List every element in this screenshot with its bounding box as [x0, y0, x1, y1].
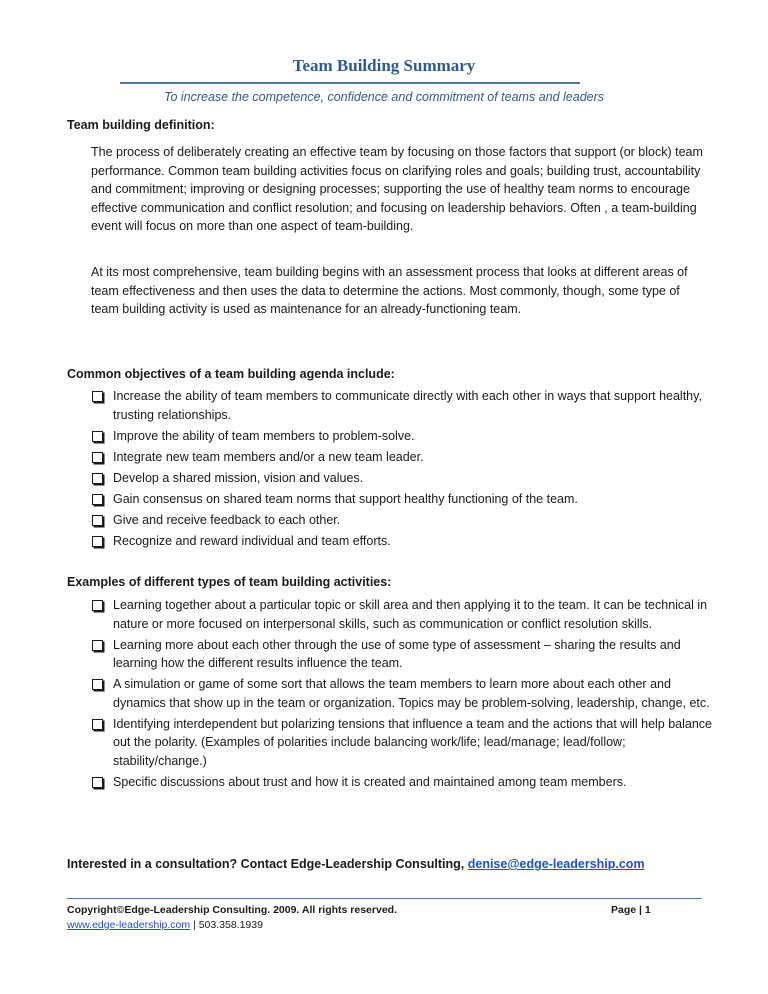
list-item	[91, 427, 721, 446]
checkbox-icon	[92, 719, 103, 730]
checkbox-icon	[92, 452, 103, 463]
definition-paragraph-2: At its most comprehensive, team building begins with an assessment process that looks at different areas of team effectiveness and then uses the data to determine the actions. Most commonly, though, some type of team building activity is used as maintenance for an already-functioning team.	[91, 265, 688, 316]
checkbox-icon	[92, 536, 103, 547]
objectives-heading: Common objectives of a team building agenda include:	[67, 367, 395, 381]
list-item	[91, 596, 721, 633]
list-item-text: Give and receive feedback to each other.	[113, 512, 341, 527]
definition-paragraph-1: The process of deliberately creating an effective team by focusing on those factors that support (or block) team performance. Common team building activities focus on clarifying roles and goals; building trust, accountability and commitment; improving or designing processes; supporting the use of healthy team norms to encourage effective communication and conflict resolution; and focusing on leadership behaviors. Often , a team-building event will focus on more than one aspect of team-building.	[91, 145, 703, 233]
list-item	[91, 490, 721, 509]
list-item-text: Develop a shared mission, vision and values.	[113, 470, 364, 485]
list-item	[91, 715, 721, 771]
list-item	[91, 636, 721, 673]
checkbox-icon	[92, 600, 103, 611]
footer-copyright: Copyright©Edge-Leadership Consulting. 2009. All rights reserved.	[67, 904, 397, 916]
footer-phone: | 503.358.1939	[190, 919, 263, 931]
page-title: Team Building Summary	[292, 56, 476, 75]
list-item	[91, 675, 721, 712]
checkbox-icon	[92, 391, 103, 402]
list-item-text: Learning together about a particular topic or skill area and then applying it to the team. It can be technical in nature or more focused on interpersonal skills, such as communication or conflict resolution skills.	[113, 598, 708, 631]
contact-email-link[interactable]: denise@edge-leadership.com	[467, 857, 645, 871]
list-item-text: Integrate new team members and/or a new team leader.	[113, 449, 424, 464]
contact-text: Interested in a consultation? Contact Edge-Leadership Consulting,	[67, 857, 468, 871]
list-item-text: Improve the ability of team members to problem-solve.	[113, 428, 415, 443]
checkbox-icon	[92, 640, 103, 651]
list-item-text: Gain consensus on shared team norms that support healthy functioning of the team.	[113, 491, 578, 506]
examples-heading: Examples of different types of team building activities:	[67, 575, 392, 589]
list-item-text: Specific discussions about trust and how it is created and maintained among team members.	[113, 774, 627, 789]
checkbox-icon	[92, 431, 103, 442]
footer-contact-line	[67, 918, 263, 933]
list-item	[91, 511, 721, 530]
objectives-list	[91, 387, 721, 553]
list-item-text: A simulation or game of some sort that allows the team members to learn more about each other and dynamics that show up in the team or organization. Topics may be problem-solving, leadership, change, etc.	[113, 677, 710, 710]
examples-list	[91, 596, 721, 794]
list-item-text: Learning more about each other through the use of some type of assessment – sharing the results and learning how the different results influence the team.	[113, 637, 681, 670]
checkbox-icon	[92, 473, 103, 484]
footer-website-link[interactable]: www.edge-leadership.com	[67, 919, 191, 931]
list-item	[91, 448, 721, 467]
list-item	[91, 469, 721, 488]
contact-line	[67, 857, 645, 871]
list-item-text: Increase the ability of team members to communicate directly with each other in ways that support healthy, trusting relationships.	[113, 389, 702, 422]
checkbox-icon	[92, 494, 103, 505]
page-subtitle: To increase the competence, confidence and commitment of teams and leaders	[163, 90, 605, 104]
checkbox-icon	[92, 777, 103, 788]
checkbox-icon	[92, 515, 103, 526]
list-item-text: Identifying interdependent but polarizing tensions that influence a team and the actions that will help balance out the polarity. (Examples of polarities include balancing work/life; lead/manage; lead/follow; stability/change.)	[113, 716, 713, 768]
footer-page-number: Page | 1	[611, 904, 651, 916]
title-underline	[120, 82, 580, 84]
list-item	[91, 532, 721, 551]
list-item	[91, 387, 721, 424]
checkbox-icon	[92, 679, 103, 690]
list-item-text: Recognize and reward individual and team efforts.	[113, 533, 391, 548]
footer-divider	[67, 898, 702, 899]
list-item	[91, 773, 721, 792]
definition-heading: Team building definition:	[67, 118, 215, 132]
